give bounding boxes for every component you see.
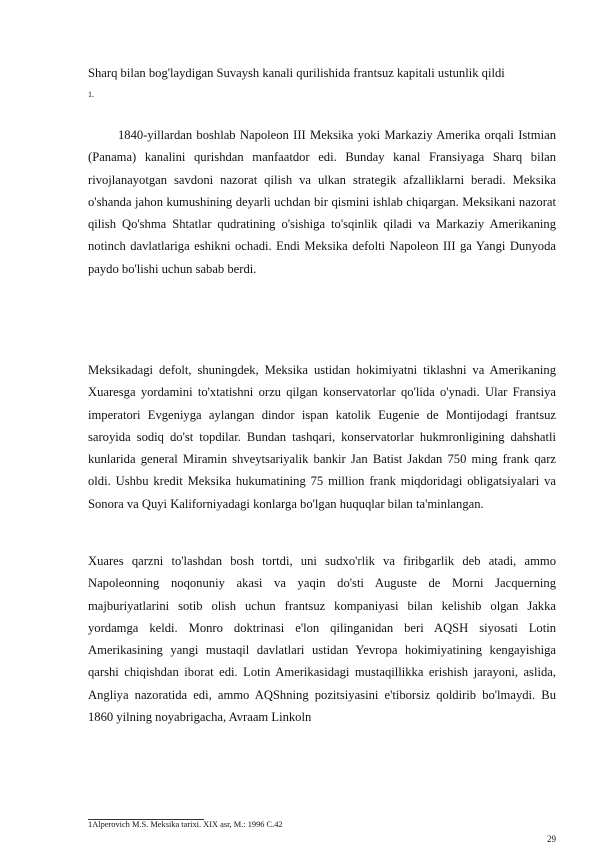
footnote-reference [88, 90, 94, 100]
paragraph-1: Sharq bilan bog'laydigan Suvaysh kanali qurilishida frantsuz kapitali ustunlik qildi [88, 66, 505, 80]
page-number: 29 [547, 834, 556, 844]
footnote-marker-suffix: . [92, 90, 94, 99]
paragraph-2: 1840-yillardan boshlab Napoleon III Meksika yoki Markaziy Amerika orqali Istmian (Panama) kanalini qurishdan manfaatdor edi. Bunday kanal Fransiyaga Sharq bilan rivojlanayotgan savdoni nazorat qilish va ulkan strategik afzalliklarni beradi. Meksika o'shanda jahon kumushining deyarli uchdan bir qismini ishlab chiqargan. Meksikani nazorat qilish Qo'shma Shtatlar qudratining o'sishiga to'sqinlik qiladi va Markaziy Amerikaning notinch davlatlariga eshikni ochadi. Endi Meksika defolti Napoleon III ga Yangi Dunyoda paydo bo'lishi uchun sabab berdi. [88, 128, 556, 276]
footnote-text: 1Alperovich M.S. Meksika tarixi. XIX asr, M.: 1996 C.42 [88, 820, 283, 829]
footnote-marker: 1 [88, 90, 92, 99]
paragraph-4: Xuares qarzni to'lashdan bosh tortdi, uni sudxo'rlik va firibgarlik deb atadi, ammo Napoleonning noqonuniy akasi va yaqin do'sti Auguste de Morni Jacquerning majburiyatlarini sotib olish uchun frantsuz kompaniyasi bilan kelishib olgan Jakka yordamga keldi. Monro doktrinasi e'lon qilinganidan beri AQSH siyosati Lotin Amerikasining yangi mustaqil davlatlari ustidan Yevropa hokimiyatining kengayishiga qarshi chiqishdan iborat edi. Lotin Amerikasidagi mustaqillikka erishish jarayoni, aslida, Angliya nazoratida edi, ammo AQShning pozitsiyasini e'tiborsiz qoldirib bo'lmaydi. Bu 1860 yilning noyabrigacha, Avraam Linkoln [88, 554, 556, 725]
paragraph-3: Meksikadagi defolt, shuningdek, Meksika ustidan hokimiyatni tiklashni va Amerikaning Xuaresga yordamini to'xtatishni orzu qilgan konservatorlar qo'lida o'ynadi. Ular Fransiya imperatori Evgeniyga aylangan dindor ispan katolik Eugenie de Montijodagi frantsuz saroyida sodiq do'st topdilar. Bundan tashqari, konservatorlar hukmronligining dahshatli kunlarida general Miramin shveytsariyalik bankir Jan Batist Jakdan 750 ming frank qarz oldi. Ushbu kredit Meksika hukumatining 75 million frank miqdoridagi obligatsiyalari va Sonora va Quyi Kaliforniyadagi konlarga bo'lgan huquqlar bilan ta'minlangan. [88, 363, 556, 511]
